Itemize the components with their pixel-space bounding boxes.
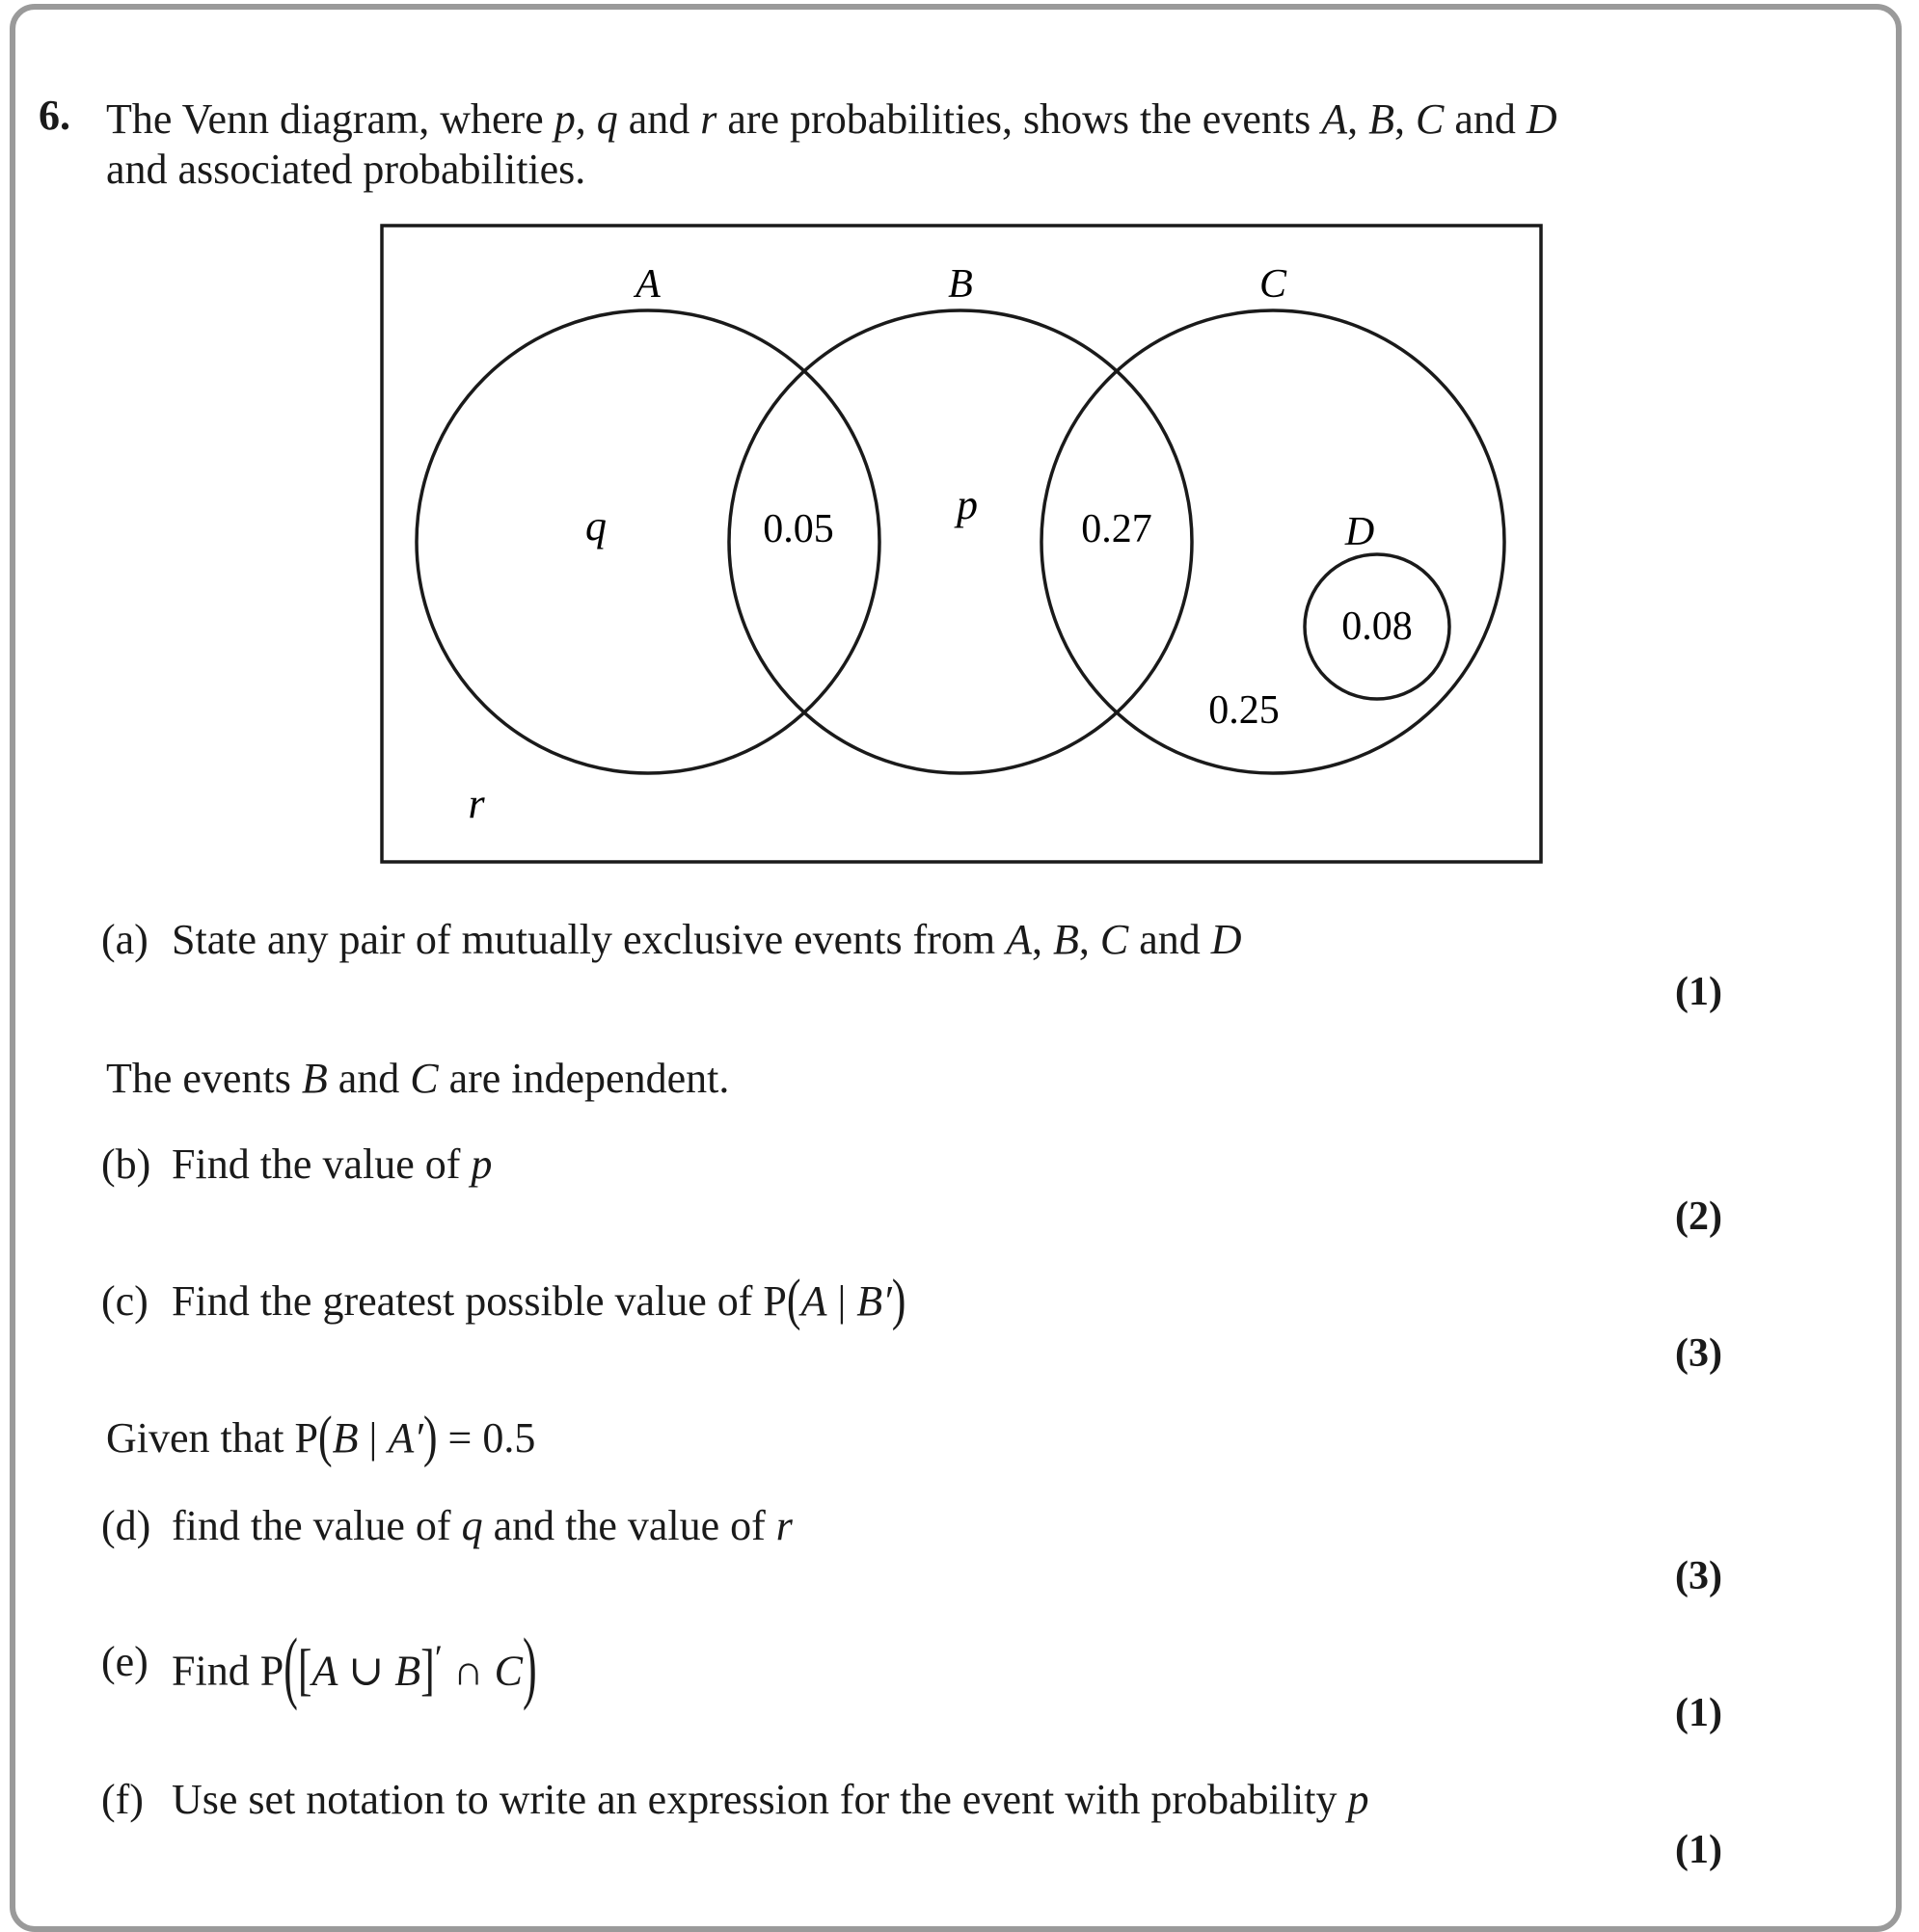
part-b-question: Find the value of — [172, 1140, 472, 1188]
close-paren: ) — [891, 1267, 906, 1331]
stem-and: and — [327, 1055, 411, 1102]
region-a-only: q — [585, 502, 607, 550]
intro-event-c: C — [1415, 95, 1445, 143]
intro-text: The Venn diagram, where — [106, 95, 554, 143]
given-bar: | — [826, 1277, 857, 1325]
part-d-text — [172, 1502, 793, 1549]
open-paren: ( — [284, 1622, 298, 1712]
stem-event-a-complement: A′ — [388, 1414, 423, 1462]
open-paren: ( — [318, 1404, 333, 1468]
part-e-question: Find — [172, 1647, 260, 1695]
part-e-label: (e) — [101, 1638, 149, 1685]
part-d-question: find the value of — [172, 1502, 462, 1549]
stem-text: The events — [106, 1055, 302, 1102]
intro-event-b: B — [1368, 95, 1394, 143]
label-c: C — [1258, 262, 1287, 307]
stem-given-text: Given that — [106, 1414, 295, 1462]
part-b-label: (b) — [101, 1140, 151, 1188]
part-b-marks: (2) — [1675, 1194, 1722, 1239]
intro-sep: , — [1393, 95, 1416, 143]
close-bracket: ] — [420, 1637, 435, 1702]
intro-var-p: p — [554, 95, 576, 143]
part-e-text — [172, 1622, 537, 1712]
intro-sep: , — [575, 95, 597, 143]
intersection-symbol: ∩ — [442, 1647, 495, 1695]
label-d: D — [1344, 510, 1375, 554]
part-a-event-a: A — [1006, 916, 1032, 963]
stem-event-b: B — [332, 1414, 359, 1462]
question-number: 6. — [39, 92, 70, 139]
part-c-text — [172, 1267, 906, 1331]
part-f-marks: (1) — [1675, 1828, 1722, 1872]
intro-and: and — [617, 95, 701, 143]
part-c-marks: (3) — [1675, 1331, 1722, 1376]
region-outside: r — [468, 780, 485, 827]
intro-line-2: and associated probabilities. — [106, 146, 586, 193]
intro-text-2: are probabilities, shows the events — [716, 95, 1322, 143]
part-a-question: State any pair of mutually exclusive events from — [172, 916, 1007, 963]
part-d-marks: (3) — [1675, 1554, 1722, 1598]
part-f-question: Use set notation to write an expression for the event with probability — [172, 1776, 1348, 1823]
label-b: B — [948, 262, 973, 307]
part-c-question: Find the greatest possible value of — [172, 1277, 764, 1325]
part-d-var-q: q — [461, 1502, 483, 1549]
intro-sep: , — [1347, 95, 1369, 143]
part-c-prob-symbol: P — [763, 1277, 787, 1325]
stem-independent — [106, 1055, 730, 1102]
part-e-event-c: C — [494, 1647, 523, 1695]
part-a-text — [172, 916, 1242, 963]
part-c-label: (c) — [101, 1277, 149, 1325]
label-a: A — [635, 262, 661, 307]
stem-event-c: C — [410, 1055, 439, 1102]
part-a-marks: (1) — [1675, 970, 1722, 1014]
part-e-marks: (1) — [1675, 1691, 1722, 1735]
part-a-label: (a) — [101, 916, 149, 963]
part-d-label: (d) — [101, 1502, 151, 1549]
close-paren: ) — [422, 1404, 438, 1468]
part-a-sep: , — [1078, 916, 1100, 963]
stem-equals-value: = 0.5 — [437, 1414, 536, 1462]
close-paren: ) — [522, 1622, 537, 1712]
intro-var-r: r — [700, 95, 717, 143]
stem-given — [106, 1404, 536, 1468]
region-b-only: p — [957, 481, 978, 528]
part-d-mid: and the value of — [482, 1502, 776, 1549]
given-bar: | — [358, 1414, 389, 1462]
part-b-var: p — [471, 1140, 493, 1188]
region-a-and-b: 0.05 — [763, 507, 834, 551]
intro-and: and — [1444, 95, 1527, 143]
union-symbol: ∪ — [338, 1647, 395, 1695]
stem-prob-symbol: P — [294, 1414, 318, 1462]
intro-event-a: A — [1321, 95, 1348, 143]
complement-prime: ′ — [434, 1638, 443, 1677]
intro-event-d: D — [1526, 95, 1557, 143]
part-c-event-a: A — [800, 1277, 827, 1325]
part-e-prob-symbol: P — [259, 1647, 284, 1695]
part-d-var-r: r — [775, 1502, 793, 1549]
part-a-event-b: B — [1052, 916, 1079, 963]
region-d: 0.08 — [1341, 604, 1413, 649]
part-a-sep: , — [1031, 916, 1053, 963]
part-f-text — [172, 1776, 1369, 1823]
intro-var-q: q — [596, 95, 618, 143]
part-e-event-a: A — [311, 1647, 338, 1695]
part-e-event-b: B — [394, 1647, 421, 1695]
stem-event-b: B — [301, 1055, 328, 1102]
open-bracket: [ — [297, 1637, 312, 1702]
part-c-event-b-complement: B′ — [856, 1277, 892, 1325]
part-b-text — [172, 1140, 493, 1188]
stem-text-2: are independent. — [438, 1055, 730, 1102]
region-b-and-c: 0.27 — [1081, 507, 1152, 551]
part-f-label: (f) — [101, 1776, 144, 1823]
open-paren: ( — [786, 1267, 801, 1331]
part-a-event-d: D — [1210, 916, 1242, 963]
region-c-only: 0.25 — [1208, 688, 1280, 733]
part-f-var: p — [1347, 1776, 1369, 1823]
part-a-event-c: C — [1099, 916, 1129, 963]
part-a-and: and — [1128, 916, 1211, 963]
